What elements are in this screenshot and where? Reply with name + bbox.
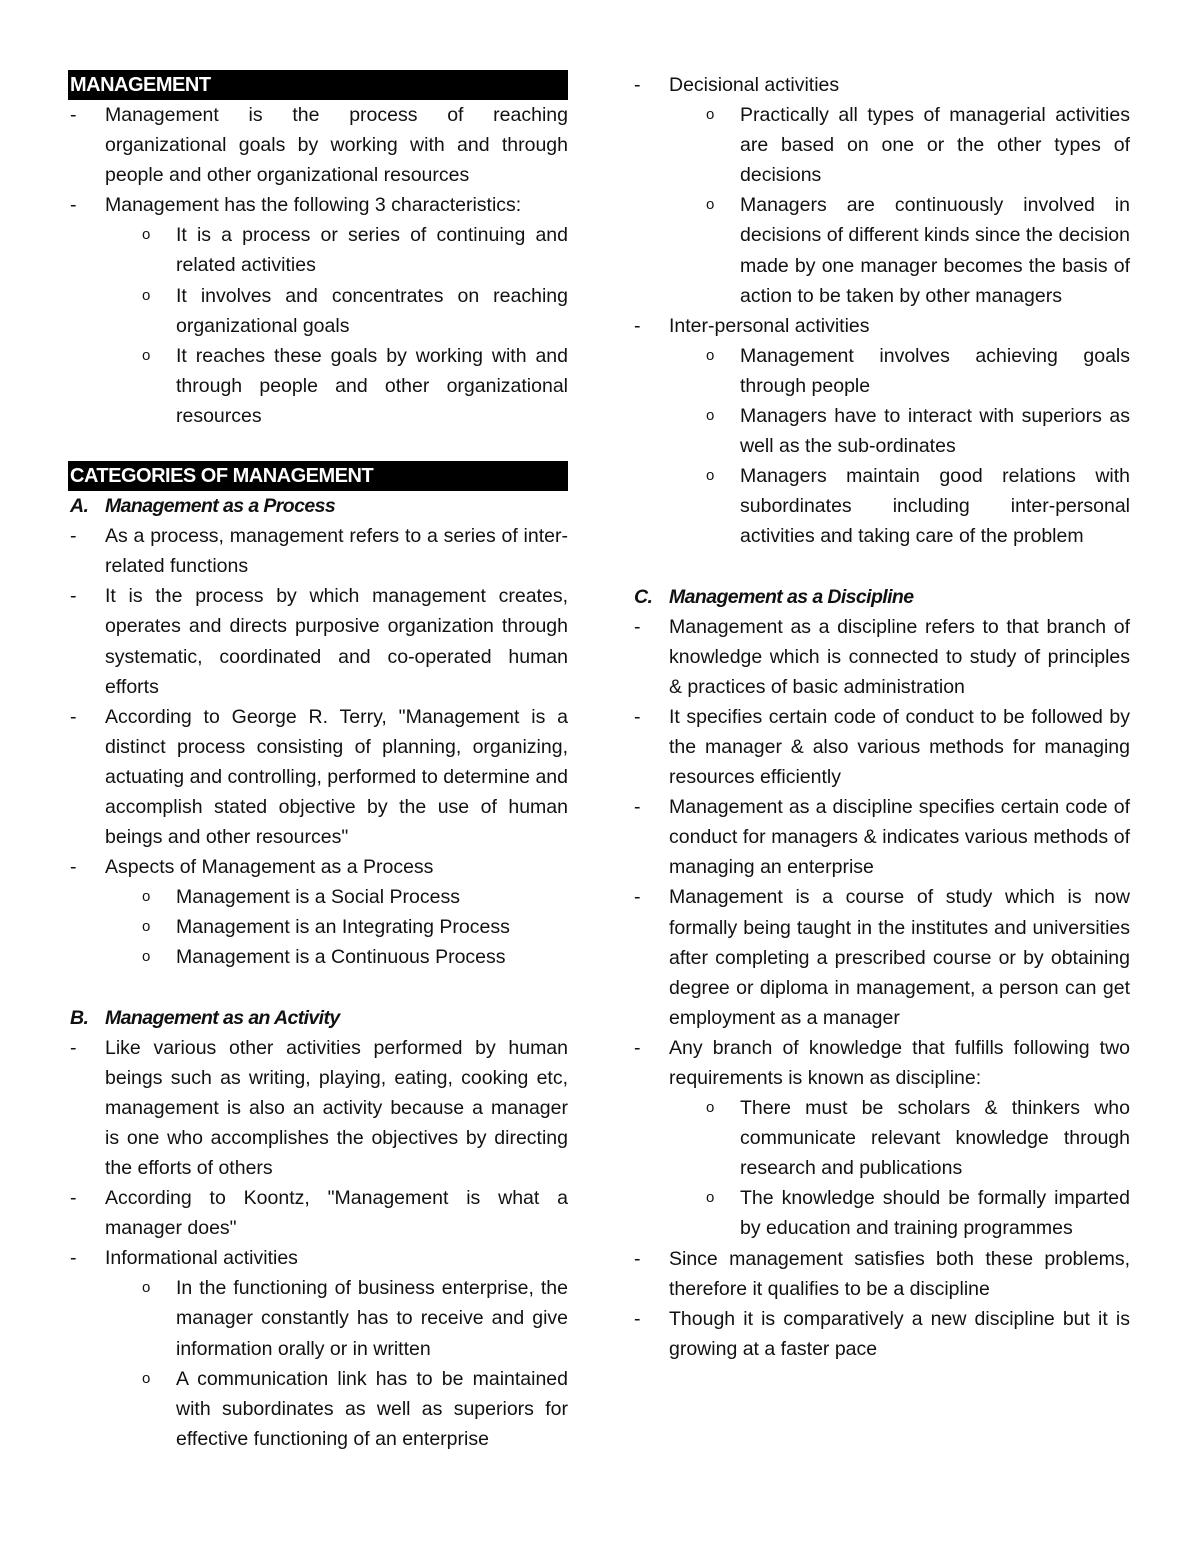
- dash-marker: -: [634, 615, 641, 638]
- bullet-circle-icon: o: [706, 407, 715, 425]
- section-c-heading: C. Management as a Discipline: [634, 585, 914, 608]
- list-item: - Management as a discipline specifies certain code of conduct for managers & indicates various methods of managing an enterprise: [632, 792, 1130, 882]
- bullet-circle-icon: o: [706, 346, 715, 364]
- list-item: - Like various other activities performed by human beings such as writing, playing, eating, cooking etc, management is also an activity because a manager is one who accomplishes the objectives by directing the efforts of others: [68, 1033, 568, 1183]
- sub-list-item: o Managers have to interact with superiors as well as the sub-ordinates: [632, 401, 1130, 461]
- dash-marker: -: [70, 104, 77, 126]
- bullet-circle-icon: o: [142, 918, 151, 936]
- sub-list-item: o Managers maintain good relations with subordinates including inter-personal activities and taking care of the problem: [632, 461, 1130, 551]
- list-item: - Decisional activities: [632, 70, 1130, 100]
- dash-marker: -: [70, 525, 77, 548]
- list-item: - Inter-personal activities: [632, 311, 1130, 341]
- sub-list-item: o Management is a Social Process: [68, 882, 568, 912]
- sub-list-item: o There must be scholars & thinkers who communicate relevant knowledge through research and publications: [632, 1093, 1130, 1183]
- dash-marker: -: [634, 886, 641, 909]
- management-heading: MANAGEMENT: [68, 70, 568, 100]
- dash-marker: -: [634, 705, 641, 728]
- dash-marker: -: [70, 856, 77, 879]
- dash-marker: -: [634, 1036, 641, 1059]
- bullet-circle-icon: o: [142, 1369, 151, 1387]
- bullet-circle-icon: o: [142, 948, 151, 966]
- sub-list-item: o A communication link has to be maintained with subordinates as well as superiors for effective functioning of an enterprise: [68, 1364, 568, 1454]
- list-item: - Management as a discipline refers to that branch of knowledge which is connected to study of principles & practices of basic administration: [632, 612, 1130, 702]
- list-item: - Management has the following 3 characteristics:: [68, 190, 568, 220]
- bullet-circle-icon: o: [706, 467, 715, 485]
- dash-marker: -: [70, 1036, 77, 1059]
- dash-marker: -: [70, 1247, 77, 1270]
- dash-marker: -: [634, 1247, 641, 1270]
- dash-marker: -: [70, 585, 77, 608]
- sub-list-item: o In the functioning of business enterprise, the manager constantly has to receive and give information orally or in written: [68, 1273, 568, 1363]
- dash-marker: -: [70, 194, 77, 217]
- bullet-circle-icon: o: [706, 1099, 715, 1117]
- bullet-circle-icon: o: [142, 346, 151, 364]
- list-item: - It specifies certain code of conduct to be followed by the manager & also various methods for managing resources efficiently: [632, 702, 1130, 792]
- sub-list-item: o It involves and concentrates on reaching organizational goals: [68, 281, 568, 341]
- list-item: - According to Koontz, "Management is what a manager does": [68, 1183, 568, 1243]
- sub-list-item: o Management is an Integrating Process: [68, 912, 568, 942]
- list-item: - As a process, management refers to a series of inter-related functions: [68, 521, 568, 581]
- list-item: - Any branch of knowledge that fulfills following two requirements is known as discipline:: [632, 1033, 1130, 1093]
- bullet-circle-icon: o: [142, 226, 151, 244]
- list-item: - It is the process by which management creates, operates and directs purposive organization through systematic, coordinated and co-operated human efforts: [68, 581, 568, 701]
- categories-heading: CATEGORIES OF MANAGEMENT: [68, 461, 568, 491]
- section-b-heading: B. Management as an Activity: [70, 1006, 340, 1029]
- left-column: [68, 70, 568, 1454]
- dash-marker: -: [634, 74, 641, 96]
- section-a-heading: A. Management as a Process: [70, 495, 336, 518]
- dash-marker: -: [634, 314, 641, 337]
- sub-list-item: o It is a process or series of continuing and related activities: [68, 220, 568, 280]
- dash-marker: -: [634, 796, 641, 819]
- sub-list-item: o Management involves achieving goals through people: [632, 341, 1130, 401]
- bullet-circle-icon: o: [706, 196, 715, 214]
- bullet-circle-icon: o: [706, 1189, 715, 1207]
- list-item: - Management is the process of reaching organizational goals by working with and through people and other organizational resources: [68, 100, 568, 190]
- sub-list-item: o The knowledge should be formally imparted by education and training programmes: [632, 1183, 1130, 1243]
- dash-marker: -: [634, 1307, 641, 1330]
- dash-marker: -: [70, 1187, 77, 1210]
- list-item: - Aspects of Management as a Process: [68, 852, 568, 882]
- list-item: - Management is a course of study which is now formally being taught in the institutes and universities after completing a prescribed course or by obtaining degree or diploma in management, a person can get employment as a manager: [632, 882, 1130, 1032]
- sub-list-item: o Practically all types of managerial activities are based on one or the other types of decisions: [632, 100, 1130, 190]
- list-item: - According to George R. Terry, "Management is a distinct process consisting of planning, organizing, actuating and controlling, performed to determine and accomplish stated objective by the use of human beings and other resources": [68, 702, 568, 852]
- bullet-circle-icon: o: [142, 1279, 151, 1297]
- list-item: - Informational activities: [68, 1243, 568, 1273]
- bullet-circle-icon: o: [706, 106, 715, 124]
- sub-list-item: o Managers are continuously involved in decisions of different kinds since the decision made by one manager becomes the basis of action to be taken by other managers: [632, 190, 1130, 310]
- right-column: [632, 70, 1130, 1364]
- sub-list-item: o Management is a Continuous Process: [68, 942, 568, 972]
- sub-list-item: o It reaches these goals by working with and through people and other organizational resources: [68, 341, 568, 431]
- bullet-circle-icon: o: [142, 888, 151, 906]
- dash-marker: -: [70, 705, 77, 728]
- list-item: - Though it is comparatively a new discipline but it is growing at a faster pace: [632, 1304, 1130, 1364]
- bullet-circle-icon: o: [142, 286, 151, 304]
- list-item: - Since management satisfies both these problems, therefore it qualifies to be a discipline: [632, 1244, 1130, 1304]
